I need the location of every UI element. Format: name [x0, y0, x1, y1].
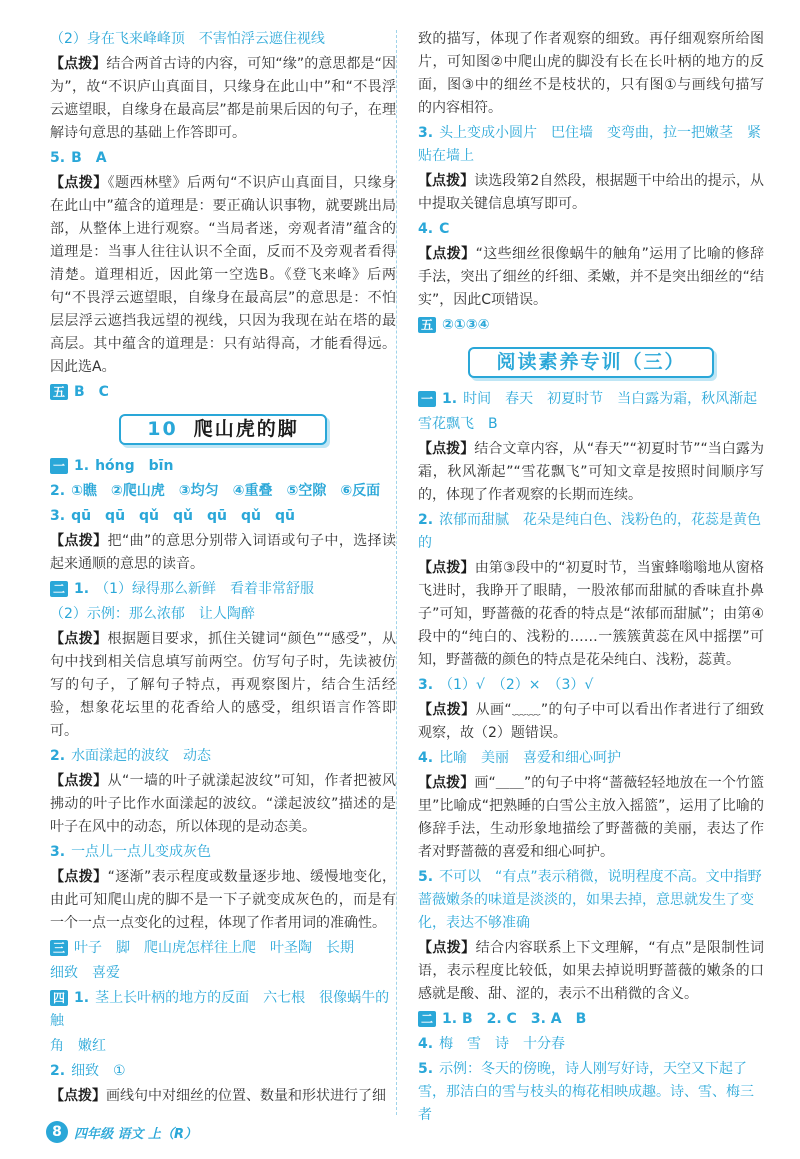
- tip-text: 读选段第2自然段，根据题干中给出的提示，从中提取关键信息填写即可。: [418, 173, 765, 212]
- tip-text: 结合文章内容，从“春天”“初夏时节”“当白露为霜，秋风渐起”“雪花飘飞”可知文章是按照时间顺序写的，体现了作者观察的长期而连续。: [418, 441, 765, 503]
- tip-label: 【点拨】: [50, 631, 108, 647]
- rs2-q4: [418, 1033, 764, 1056]
- tip-paragraph: [418, 170, 764, 216]
- tip-text: 画“＿＿”的句子中将“蔷薇轻轻地放在一个竹篮里”比喻成“把熟睡的白雪公主放入摇篮”，运用了比喻的修辞手法，生动形象地描绘了野蔷薇的美丽，表达了作者对野蔷薇的喜爱和细心呵护。: [418, 775, 764, 860]
- answer-text: 一点儿一点儿变成灰色: [71, 844, 212, 860]
- s3-answer: [50, 937, 396, 960]
- answer-text: qū qū qǔ qǔ qū qǔ qū: [71, 508, 295, 524]
- rs2-q5: [418, 1058, 764, 1127]
- answer-text: C: [439, 221, 450, 237]
- tip-text: 结合内容联系上下文理解，“有点”是限制性词语，表示程度比较低，如果去掉说明野蔷薇的嫩条的口感就是酸、甜、涩的，表示不出稍微的含义。: [418, 940, 765, 1002]
- tip-paragraph: [418, 937, 764, 1006]
- question-number: 5.: [418, 869, 434, 885]
- right-column: [418, 28, 764, 1129]
- answer-line: （2）示例：那么浓郁 让人陶醉: [50, 606, 255, 622]
- s4-q1: [50, 987, 396, 1033]
- section-badge: 二: [50, 581, 68, 597]
- s4-q2: [50, 1060, 396, 1083]
- question-number: 2.: [50, 483, 66, 499]
- tip-text: 画线句中对细丝的位置、数量和形状进行了细: [106, 1088, 386, 1104]
- section-badge: 二: [418, 1011, 436, 1027]
- tip-label: 【点拨】: [418, 775, 475, 791]
- answer-text: （1）绿得那么新鲜 看着非常舒服: [95, 581, 314, 597]
- tip-label: 【点拨】: [418, 173, 475, 189]
- tip-text: 根据题目要求，抓住关键词“颜色”“感受”，从句中找到相关信息填写前两空。仿写句子时，先读被仿写的句子，了解句子特点，再观察图片，结合生活经验，想象花坛里的花香给人的感受，组织语言作答即可。: [50, 631, 396, 739]
- answer-text: 比喻 美丽 喜爱和细心呵护: [439, 750, 622, 766]
- question-number: 3.: [50, 508, 66, 524]
- answer-line: 角 嫩红: [50, 1038, 106, 1054]
- question-number: 2.: [50, 748, 66, 764]
- answer-text: 浓郁而甜腻 花朵是纯白色、浅粉色的，花蕊是黄色的: [418, 512, 762, 551]
- r-section-5: [418, 314, 764, 337]
- tip-text: 从“一墙的叶子就漾起波纹”可知，作者把被风拂动的叶子比作水面漾起的波纹。“漾起波纹”描述的是叶子在风中的动态，所以体现的是动态美。: [50, 773, 397, 835]
- rs1-q1: [418, 388, 764, 411]
- lesson-number: 10: [147, 418, 178, 440]
- tip-label: 【点拨】: [418, 702, 476, 718]
- question-number: 3.: [50, 844, 66, 860]
- training-title-text: 阅读素养专训（三）: [468, 347, 713, 378]
- question-number: 3.: [418, 125, 434, 141]
- s1-q2: [50, 480, 396, 503]
- r-q3: [418, 122, 764, 168]
- answer-text: hóng bīn: [95, 458, 174, 474]
- answer-text: 叶子 脚 爬山虎怎样往上爬 叶圣陶 长期: [74, 940, 355, 956]
- answer-text: B C: [74, 384, 109, 400]
- s2-q1: [50, 578, 396, 601]
- answer-text: 不可以 “有点”表示稍微，说明程度不高。文中指野蔷薇嫩条的味道是淡淡的，如果去掉，意思就发生了变化，表达不够准确: [418, 869, 762, 931]
- tip-continuation: 致的描写，体现了作者观察的细致。再仔细观察所给图片，可知图②中爬山虎的脚没有长在长叶柄的地方的反面，图③中的细丝不是枝状的，只有图①与画线句描写的内容相符。: [418, 31, 764, 116]
- s1-q3: [50, 505, 396, 528]
- tip-paragraph: [50, 770, 396, 839]
- section-badge: 五: [418, 317, 436, 333]
- rs1-q2: [418, 509, 764, 555]
- answer-text: （1）√ （2）× （3）√: [439, 677, 594, 693]
- tip-label: 【点拨】: [50, 533, 108, 549]
- rs1-q5: [418, 866, 764, 935]
- tip-paragraph: [50, 530, 396, 576]
- question-number: 5.: [50, 150, 66, 166]
- section-badge: 五: [50, 384, 68, 400]
- tip-label: 【点拨】: [418, 441, 475, 457]
- answer-text: 示例：冬天的傍晚，诗人刚写好诗，天空又下起了雪，那洁白的雪与枝头的梅花相映成趣。诗、雪、梅三者: [418, 1061, 754, 1123]
- tip-label: 【点拨】: [418, 246, 476, 262]
- left-column: [50, 28, 396, 1110]
- question-number: 1.: [74, 458, 90, 474]
- tip-label: 【点拨】: [50, 1088, 106, 1104]
- s2-q3: [50, 841, 396, 864]
- answer-text: ①瞧 ②爬山虎 ③均匀 ④重叠 ⑤空隙 ⑥反面: [71, 483, 381, 499]
- section-badge: 四: [50, 990, 68, 1006]
- page-footer: [46, 1121, 197, 1143]
- tip-paragraph: [418, 243, 764, 312]
- answer-text: 水面漾起的波纹 动态: [71, 748, 212, 764]
- answer-text: 细致 ①: [71, 1063, 126, 1079]
- section-badge: 一: [418, 391, 436, 407]
- tip-text: “这些细丝很像蜗牛的触角”运用了比喻的修辞手法，突出了细丝的纤细、柔嫩，并不是突出细丝的“结实”，因此C项错误。: [418, 246, 765, 308]
- page-number: 8: [46, 1121, 68, 1143]
- column-divider: [396, 30, 397, 1115]
- tip-text: 结合两首古诗的内容，可知“缘”的意思都是“因为”，故“不识庐山真面目，只缘身在此山中”和“不畏浮云遮望眼，自缘身在最高层”都是前果后因的句子，在理解诗句意思的基础上作答即可。: [50, 56, 396, 141]
- tip-text: 由第③段中的“初夏时节，当蜜蜂嗡嗡地从窗格飞进时，我睁开了眼睛，一股浓郁而甜腻的香味直扑鼻子”可知，野蔷薇的花香的特点是“浓郁而甜腻”；由第④段中的“纯白的、浅粉的……一簇簇黄蕊在风中摇摆”可知，野蔷薇的颜色的特点是花朵纯白、浅粉，蕊黄。: [418, 560, 764, 668]
- rs1-q3: [418, 674, 764, 697]
- answer-text: 梅 雪 诗 十分春: [439, 1036, 566, 1052]
- tip-text: “逐渐”表示程度或数量逐步地、缓慢地变化，由此可知爬山虎的脚不是一下子就变成灰色的，而是有一个一点一点变化的过程，体现了作者用词的准确性。: [50, 869, 397, 931]
- question-number: 2.: [418, 512, 434, 528]
- footer-text: 四年级 语文 上（R）: [74, 1126, 198, 1142]
- rs1-q4: [418, 747, 764, 770]
- question-number: 1.: [74, 581, 90, 597]
- s1-q1: [50, 455, 396, 478]
- question-number: 3.: [418, 677, 434, 693]
- tip-label: 【点拨】: [50, 175, 108, 191]
- tip-paragraph: [418, 438, 764, 507]
- section-5-answer: [50, 381, 396, 404]
- rs2-q1-3: [418, 1008, 764, 1031]
- question-5: [50, 147, 396, 170]
- answer-text: 头上变成小圆片 巴住墙 变弯曲，拉一把嫩茎 紧贴在墙上: [418, 125, 762, 164]
- answer-line: 细致 喜爱: [50, 965, 120, 981]
- tip-paragraph: [418, 557, 764, 672]
- section-badge: 三: [50, 940, 68, 956]
- question-number: 2.: [50, 1063, 66, 1079]
- answer-text: 茎上长叶柄的地方的反面 六七根 很像蜗牛的触: [50, 990, 390, 1029]
- tip-label: 【点拨】: [418, 940, 476, 956]
- tip-paragraph: [50, 53, 396, 145]
- lesson-title: [50, 414, 396, 445]
- tip-label: 【点拨】: [50, 869, 108, 885]
- section-badge: 一: [50, 458, 68, 474]
- tip-paragraph: [50, 1085, 396, 1108]
- tip-paragraph: [50, 866, 396, 935]
- tip-paragraph: [50, 172, 396, 379]
- s2-q2: [50, 745, 396, 768]
- answer-line: （2）身在飞来峰峰顶 不害怕浮云遮住视线: [50, 31, 325, 47]
- answer-text: B A: [71, 150, 107, 166]
- answer-text: 1. B 2. C 3. A B: [442, 1011, 587, 1027]
- tip-text: 从画“﹏﹏”的句子中可以看出作者进行了细致观察，故（2）题错误。: [418, 702, 765, 741]
- answer-text: ②①③④: [442, 317, 490, 333]
- tip-label: 【点拨】: [50, 773, 108, 789]
- tip-text: 把“曲”的意思分别带入词语或句子中，选择读起来通顺的意思的读音。: [50, 533, 397, 572]
- tip-text: 《题西林壁》后两句“不识庐山真面目，只缘身在此山中”蕴含的道理是：要正确认识事物，就要跳出局部，从整体上进行观察。“当局者迷，旁观者清”蕴含的道理是：当事人往往认识不全面，反而不及旁观者看得清楚。道理相近，因此第一空选B。《登飞来峰》后两句“不畏浮云遮望眼，自缘身在最高层”的意思是：不怕层层浮云遮挡我远望的视线，只因为我现在站在塔的最高层。其中蕴含的道理是：只有站得高，才能看得远。因此选A。: [50, 175, 396, 375]
- question-number: 4.: [418, 221, 434, 237]
- answer-line: 雪花飘飞 B: [418, 416, 498, 432]
- tip-label: 【点拨】: [418, 560, 475, 576]
- question-number: 4.: [418, 1036, 434, 1052]
- tip-label: 【点拨】: [50, 56, 107, 72]
- tip-paragraph: [418, 699, 764, 745]
- question-number: 5.: [418, 1061, 434, 1077]
- r-q4: [418, 218, 764, 241]
- question-number: 1.: [442, 391, 458, 407]
- tip-paragraph: [418, 772, 764, 864]
- lesson-title-text: 爬山虎的脚: [193, 418, 299, 440]
- question-number: 4.: [418, 750, 434, 766]
- answer-text: 时间 春天 初夏时节 当白露为霜，秋风渐起: [463, 391, 758, 407]
- tip-paragraph: [50, 628, 396, 743]
- training-title: [418, 347, 764, 378]
- question-number: 1.: [74, 990, 90, 1006]
